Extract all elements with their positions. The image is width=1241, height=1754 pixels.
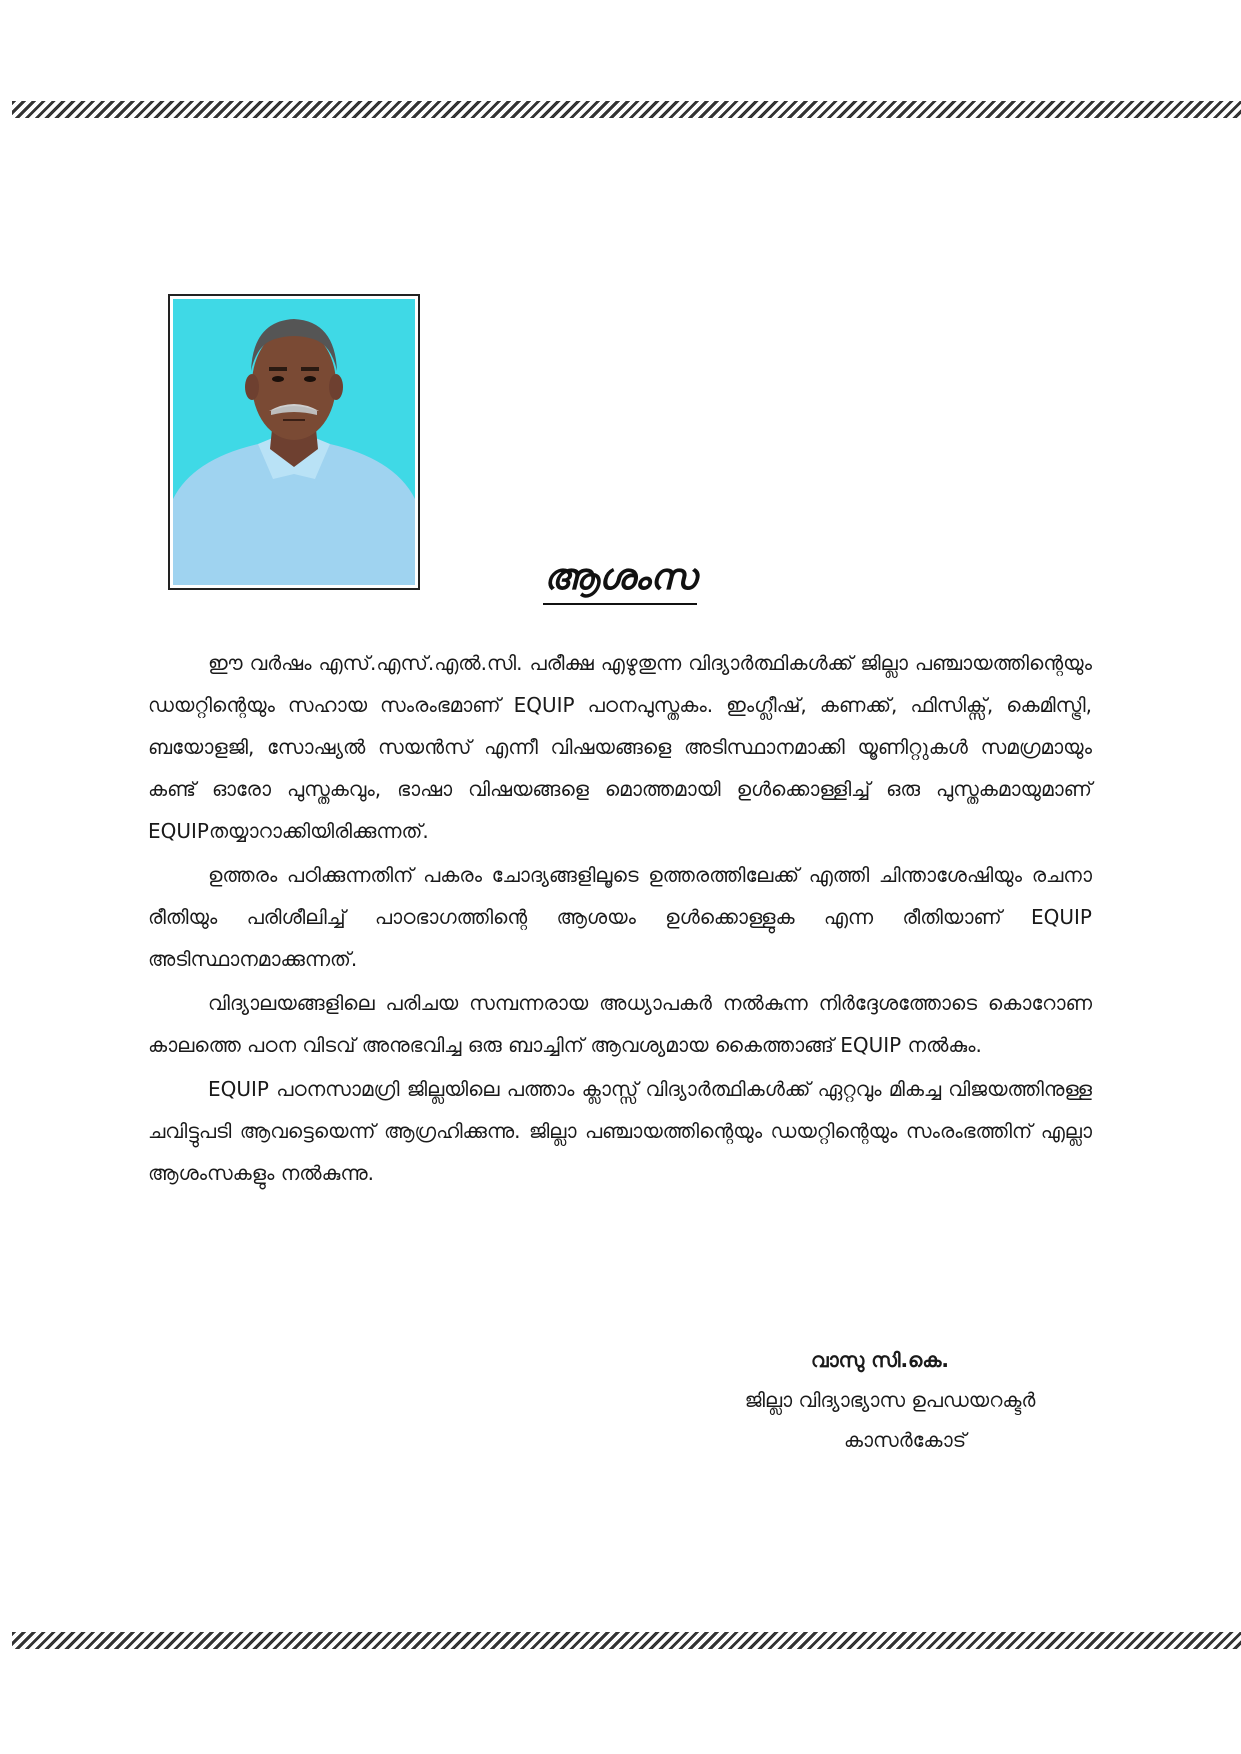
signatory-name: വാസു സി.കെ. (810, 1348, 950, 1372)
signatory-title: ജില്ലാ വിദ്യാഭ്യാസ ഉപഡയറക്ടർ (744, 1388, 1036, 1412)
paragraph: ഉത്തരം പഠിക്കുന്നതിന് പകരം ചോദ്യങ്ങളിലൂടെ ഉത്തരത്തിലേക്ക് എത്തി ചിന്താശേഷിയും രചനാ രീതിയും പരിശീലിച്ച് പാഠഭാഗത്തിന്റെ ആശയം ഉൾക്കൊള്ളുക എന്ന രീതിയാണ് EQUIP അടിസ്ഥാനമാക്കുന്നത്. (148, 863, 1092, 971)
paragraph: വിദ്യാലയങ്ങളിലെ പരിചയ സമ്പന്നരായ അധ്യാപകർ നൽകുന്ന നിർദ്ദേശത്തോടെ കൊറോണ കാലത്തെ പഠന വിടവ് അനുഭവിച്ച ഒരു ബാച്ചിന് ആവശ്യമായ കൈത്താങ്ങ് EQUIP നൽകും. (148, 991, 1092, 1057)
portrait-image (173, 299, 415, 585)
paragraph: EQUIP പഠനസാമഗ്രി ജില്ലയിലെ പത്താം ക്ലാസ്സ് വിദ്യാർത്ഥികൾക്ക് ഏറ്റവും മികച്ച വിജയത്തിനുള്ള ചവിട്ടുപടി ആവട്ടെയെന്ന് ആഗ്രഹിക്കുന്നു. ജില്ലാ പഞ്ചായത്തിന്റെയും ഡയറ്റിന്റെയും സംരംഭത്തിന് എല്ലാ ആശംസകളും നൽകുന്നു. (148, 1077, 1092, 1185)
bottom-decorative-stripe (12, 1632, 1241, 1649)
portrait-photo (168, 294, 420, 590)
signatory-place: കാസർകോട് (843, 1428, 967, 1452)
top-decorative-stripe (12, 101, 1241, 118)
heading-underline (543, 603, 697, 605)
page-heading: ആശംസ (543, 556, 697, 598)
body-text (148, 642, 1092, 1194)
paragraph: ഈ വർഷം എസ്.എസ്.എൽ.സി. പരീക്ഷ എഴുതുന്ന വിദ്യാർത്ഥികൾക്ക് ജില്ലാ പഞ്ചായത്തിന്റെയും ഡയറ്റിന്റെയും സഹായ സംരംഭമാണ് EQUIP പഠനപുസ്തകം. ഇംഗ്ലീഷ്, കണക്ക്, ഫിസിക്സ്, കെമിസ്ട്രി, ബയോളജി, സോഷ്യൽ സയൻസ് എന്നീ വിഷയങ്ങളെ അടിസ്ഥാനമാക്കി യൂണിറ്റുകൾ സമഗ്രമായും കണ്ട് ഓരോ പുസ്തകവും, ഭാഷാ വിഷയങ്ങളെ മൊത്തമായി ഉൾക്കൊള്ളിച്ച് ഒരു പുസ്തകമായുമാണ് EQUIPതയ്യാറാക്കിയിരിക്കുന്നത്. (148, 651, 1092, 843)
signature-block (680, 1340, 1100, 1460)
